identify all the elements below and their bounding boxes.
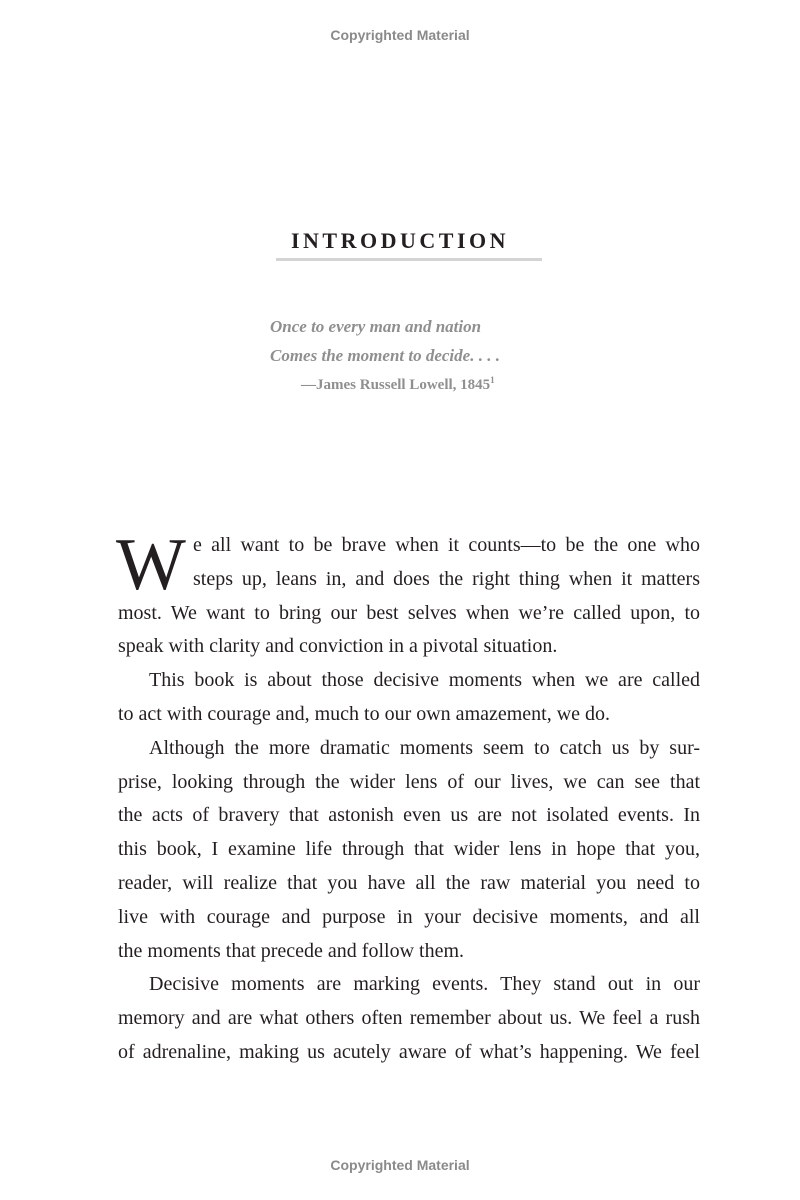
text-line: reader, will realize that you have all the raw material you need to xyxy=(118,871,700,894)
copyright-watermark-bottom: Copyrighted Material xyxy=(330,1157,470,1173)
paragraph xyxy=(118,732,700,969)
text-line: prise, looking through the wider lens of our lives, we can see that xyxy=(118,770,700,793)
body-text xyxy=(116,524,700,1070)
text-line: speak with clarity and conviction in a pivotal situation. xyxy=(118,635,558,658)
chapter-title: INTRODUCTION xyxy=(290,228,510,253)
footnote-reference: 1 xyxy=(490,375,495,385)
text-line: the acts of bravery that astonish even us are not isolated events. In xyxy=(118,804,700,827)
epigraph-line: Comes the moment to decide. . . . xyxy=(270,346,500,365)
epigraph-line: Once to every man and nation xyxy=(270,317,482,336)
copyright-watermark-top: Copyrighted Material xyxy=(330,27,470,43)
epigraph xyxy=(270,312,590,394)
drop-cap: W xyxy=(116,524,186,606)
text-line: this book, I examine life through that wider lens in hope that you, xyxy=(118,838,700,861)
text-line: This book is about those decisive moments when we are called xyxy=(149,669,700,692)
text-line: memory and are what others often remember about us. We feel a rush xyxy=(118,1007,700,1030)
epigraph-attribution-text: —James Russell Lowell, 1845 xyxy=(301,377,491,393)
text-line: Although the more dramatic moments seem to catch us by sur- xyxy=(149,736,700,759)
epigraph-attribution xyxy=(301,375,590,394)
text-line: live with courage and purpose in your decisive moments, and all xyxy=(118,905,700,928)
text-line: e all want to be brave when it counts—to be the one who xyxy=(193,534,700,556)
text-line: most. We want to bring our best selves when we’re called upon, to xyxy=(118,601,700,624)
text-line: steps up, leans in, and does the right thing when it matters xyxy=(193,567,700,590)
title-underline-rule xyxy=(276,258,542,261)
paragraph xyxy=(118,968,700,1069)
paragraph xyxy=(118,664,700,732)
text-line: to act with courage and, much to our own amazement, we do. xyxy=(118,702,611,725)
text-line: the moments that precede and follow them. xyxy=(118,939,465,962)
text-line: of adrenaline, making us acutely aware of what’s happening. We feel xyxy=(118,1040,700,1063)
paragraph xyxy=(116,524,700,664)
text-line: Decisive moments are marking events. They stand out in our xyxy=(149,973,700,996)
